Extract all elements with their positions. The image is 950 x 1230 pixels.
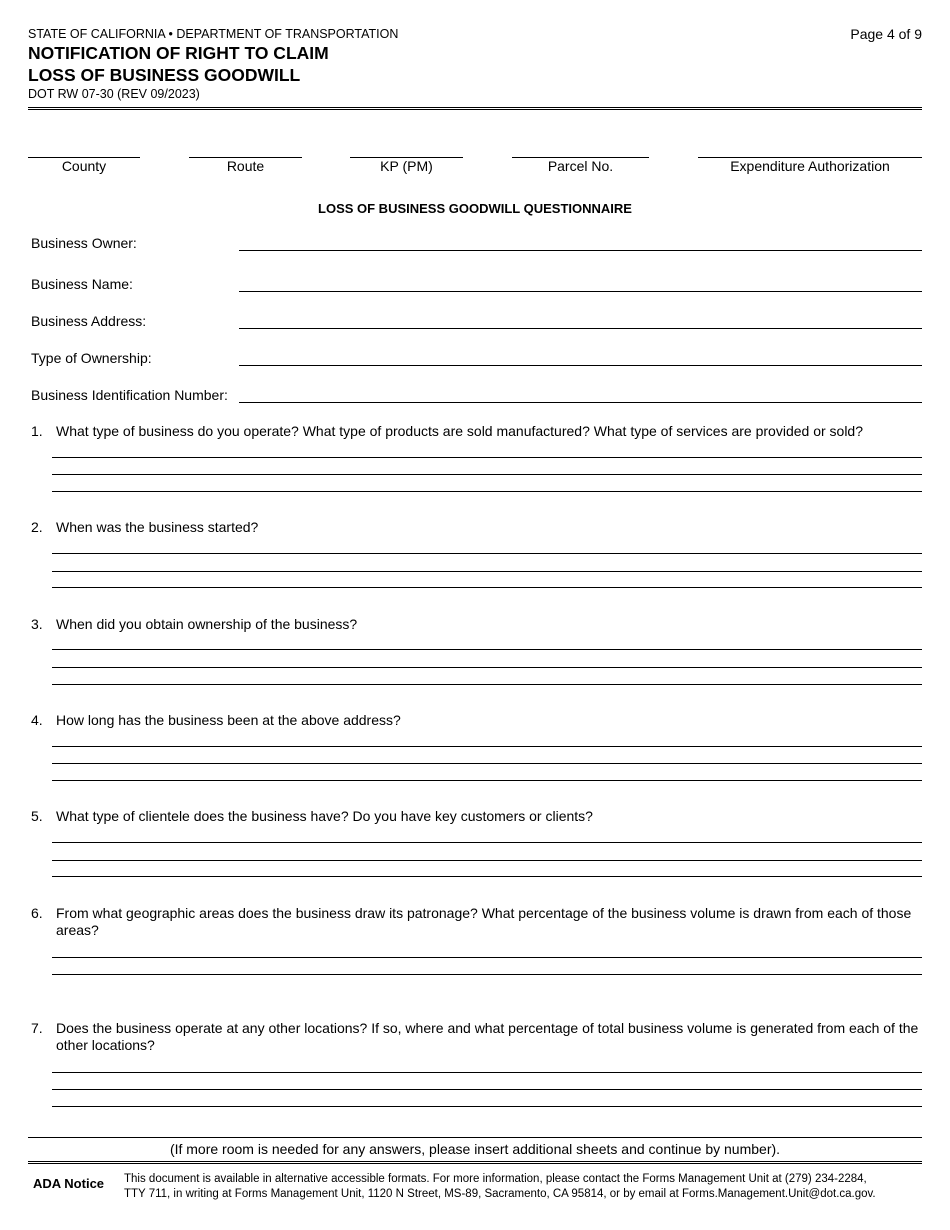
question-7-answer-line-2[interactable]: [52, 1074, 922, 1090]
question-1-number: 1.: [31, 423, 43, 439]
footer-divider: [28, 1161, 922, 1164]
form-id: DOT RW 07-30 (REV 09/2023): [28, 87, 200, 101]
question-7-number: 7.: [31, 1020, 43, 1036]
question-7-answer-line-1[interactable]: [52, 1057, 922, 1073]
question-5-answer-line-3[interactable]: [52, 861, 922, 877]
county-label: County: [61, 158, 107, 174]
parcel-no-label: Parcel No.: [547, 158, 614, 174]
type-of-ownership-label: Type of Ownership:: [31, 350, 152, 366]
question-4-answer-line-2[interactable]: [52, 748, 922, 764]
questionnaire-title: LOSS OF BUSINESS GOODWILL QUESTIONNAIRE: [318, 201, 632, 216]
form-title-line2: LOSS OF BUSINESS GOODWILL: [28, 65, 301, 85]
question-3-text: When did you obtain ownership of the business?: [56, 616, 358, 632]
business-owner-label: Business Owner:: [31, 235, 137, 251]
type-of-ownership-input[interactable]: [239, 346, 922, 366]
question-6-answer-line-1[interactable]: [52, 942, 922, 958]
question-3-number: 3.: [31, 616, 43, 632]
business-address-label: Business Address:: [31, 313, 147, 329]
question-5-answer-line-1[interactable]: [52, 827, 922, 843]
parcel-no-input[interactable]: [512, 140, 649, 158]
business-id-label: Business Identification Number:: [31, 387, 228, 403]
question-2-answer-line-3[interactable]: [52, 572, 922, 588]
question-5-number: 5.: [31, 808, 43, 824]
question-2-answer-line-1[interactable]: [52, 538, 922, 554]
question-7-answer-line-3[interactable]: [52, 1091, 922, 1107]
agency-line: STATE OF CALIFORNIA • DEPARTMENT OF TRANSPORTATION: [28, 27, 399, 41]
question-6-answer-line-2[interactable]: [52, 959, 922, 975]
question-4-number: 4.: [31, 712, 43, 728]
question-3-answer-line-3[interactable]: [52, 669, 922, 685]
question-2-text: When was the business started?: [56, 519, 259, 535]
business-owner-input[interactable]: [239, 231, 922, 251]
question-4-answer-line-1[interactable]: [52, 731, 922, 747]
footer-top-rule: [28, 1137, 922, 1138]
question-1-answer-line-2[interactable]: [52, 459, 922, 475]
question-6-number: 6.: [31, 905, 43, 921]
page-number: Page 4 of 9: [850, 26, 922, 42]
question-2-answer-line-2[interactable]: [52, 556, 922, 572]
route-label: Route: [226, 158, 265, 174]
question-4-answer-line-3[interactable]: [52, 765, 922, 781]
expenditure-authorization-label: Expenditure Authorization: [730, 158, 890, 174]
question-1-answer-line-3[interactable]: [52, 476, 922, 492]
kp-pm-label: KP (PM): [380, 158, 433, 174]
question-2-number: 2.: [31, 519, 43, 535]
question-1-text: What type of business do you operate? What type of products are sold manufactured? What type of services are provided or sold?: [56, 423, 863, 439]
question-3-answer-line-2[interactable]: [52, 652, 922, 668]
question-4-text: How long has the business been at the above address?: [56, 712, 401, 728]
county-input[interactable]: [28, 140, 140, 158]
header-divider: [28, 107, 922, 110]
question-5-answer-line-2[interactable]: [52, 845, 922, 861]
business-name-input[interactable]: [239, 272, 922, 292]
business-address-input[interactable]: [239, 309, 922, 329]
business-name-label: Business Name:: [31, 276, 133, 292]
ada-notice-label: ADA Notice: [33, 1176, 105, 1191]
question-1-answer-line-1[interactable]: [52, 442, 922, 458]
question-7-text: Does the business operate at any other locations? If so, where and what percentage of total business volume is generated from each of the other locations?: [56, 1020, 919, 1053]
business-id-input[interactable]: [239, 383, 922, 403]
question-6-text: From what geographic areas does the business draw its patronage? What percentage of the business volume is drawn from each of those areas?: [56, 905, 912, 938]
form-title-line1: NOTIFICATION OF RIGHT TO CLAIM: [28, 43, 329, 63]
ada-notice-text: [124, 1172, 922, 1202]
question-5-text: What type of clientele does the business have? Do you have key customers or clients?: [56, 808, 593, 824]
route-input[interactable]: [189, 140, 302, 158]
more-room-note: (If more room is needed for any answers, please insert additional sheets and continue by number).: [169, 1141, 781, 1157]
expenditure-authorization-input[interactable]: [698, 140, 922, 158]
ada-notice-line-2: TTY 711, in writing at Forms Management Unit, 1120 N Street, MS-89, Sacramento, CA 95814, or by email at Forms.Management.Unit@dot.ca.gov.: [124, 1188, 876, 1200]
question-3-answer-line-1[interactable]: [52, 634, 922, 650]
ada-notice-line-1: This document is available in alternative accessible formats. For more information, please contact the Forms Management Unit at (279) 234-2284,: [124, 1173, 867, 1185]
kp-pm-input[interactable]: [350, 140, 463, 158]
